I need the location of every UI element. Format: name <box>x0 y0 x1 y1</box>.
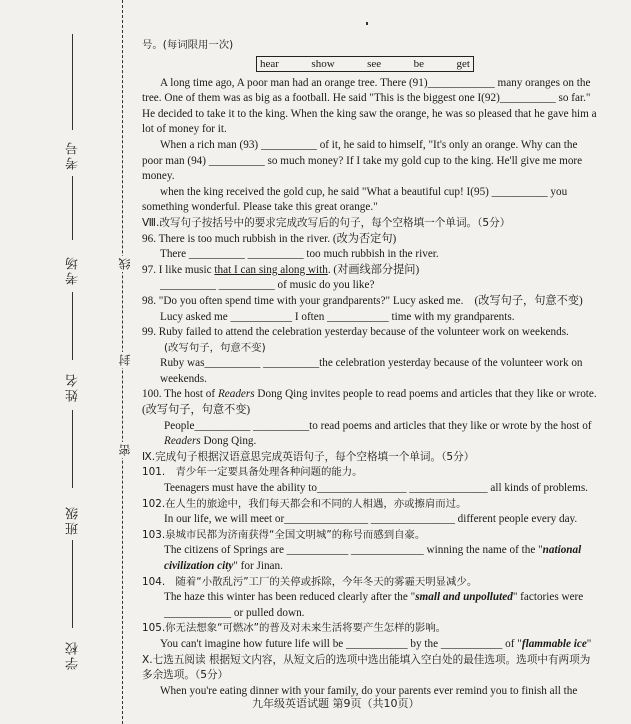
margin-label-school: 学校 <box>66 640 81 670</box>
section-10-start: When you're eating dinner with your family, do your parents ever remind you to finish all the <box>160 684 578 697</box>
word-box-item: get <box>456 57 470 70</box>
word-box-item: see <box>367 57 382 70</box>
answer-100: People__________ __________to read poems and articles that they like or wrote by the host of Readers Dong Qing. <box>164 419 592 448</box>
margin-label-exam-no: 考号 <box>66 140 81 170</box>
passage-paragraph: when the king received the gold cup, he said "What a beautiful cup! I(95) __________ you something wonderful. Please take this great orange." <box>142 185 568 214</box>
question-104: 104. 随着“小散乱污”工厂的关停或拆除，今年冬天的雾霾天明显减少。 <box>142 575 478 588</box>
passage-paragraph: A long time ago, A poor man had an orange tree. There (91)____________ many oranges on the tree. One of them was as big as a football. He said "This is the biggest one I(92)__________ so far." He decided to take it to the king. When the king saw the orange, he was so pleased that he gave him a lot of money for it. <box>142 76 597 136</box>
word-box-item: show <box>311 57 335 70</box>
answer-104: The haze this winter has been reduced clearly after the "small and unpolluted" factories were ____________ or pulled down. <box>164 591 584 619</box>
question-97: 97. I like music that I can sing along with. (对画线部分提问) <box>142 263 420 276</box>
question-103: 103.泉城市民都为济南获得“全国文明城”的称号而感到自豪。 <box>142 528 426 541</box>
intro-tail: 号。(每词限用一次) <box>142 39 234 51</box>
question-100: 100. The host of Readers Dong Qing invites people to read poems and articles that they like or wrote.(改写句子，句意不变) <box>142 388 597 417</box>
answer-99: Ruby was__________ __________the celebration yesterday because of the volunteer work on weekends. <box>160 357 583 385</box>
page-footer: 九年级英语试题 第9页（共10页） <box>252 697 420 710</box>
margin-blank-extra <box>72 176 73 240</box>
answer-96: There __________ __________ too much rubbish in the river. <box>160 248 439 261</box>
passage-paragraph: When a rich man (93) __________ of it, he said to himself, "It's only an orange. Why can the poor man (94) __________ so much money? If I take my gold cup to the king. He'll give me more money. <box>142 138 583 183</box>
word-box-item: hear <box>260 57 279 70</box>
question-98: 98. "Do you often spend time with your grandparents?" Lucy asked me. (改写句子，句意不变) <box>142 294 583 307</box>
section-10-heading: Ⅹ.七选五阅读 根据短文内容，从短文后的选项中选出能填入空白处的最佳选项。选项中有两项为多余选项。（5分） <box>142 653 591 682</box>
margin-blank-room <box>72 292 73 360</box>
seal-char-xian: 线 <box>118 258 132 270</box>
page-content <box>142 38 597 699</box>
answer-105: You can't imagine how future life will be ___________ by the ___________ of "flammable ice" <box>160 637 592 650</box>
answer-97: __________ __________ of music do you like? <box>160 279 375 292</box>
word-box <box>256 56 474 72</box>
question-105: 105.你无法想象“可燃冰”的普及对未来生活将要产生怎样的影响。 <box>142 622 447 635</box>
word-box-item: be <box>413 57 425 70</box>
margin-blank-exam-no <box>72 34 73 130</box>
answer-98: Lucy asked me ___________ I often ___________ time with my grandparents. <box>160 310 515 323</box>
question-99: 99. Ruby failed to attend the celebration yesterday because of the volunteer work on weekends. <box>142 326 569 339</box>
answer-102: In our life, we will meet or_______________ _______________ different people every day. <box>164 513 578 526</box>
answer-101: Teenagers must have the ability to________________ ______________ all kinds of problems. <box>164 482 588 495</box>
ink-dot <box>366 22 368 25</box>
question-99-requirement: (改写句子，句意不变) <box>164 341 266 354</box>
margin-label-name: 姓名 <box>66 372 81 402</box>
seal-char-feng: 封 <box>118 354 132 366</box>
margin-label-class: 班级 <box>66 505 81 535</box>
margin-blank-name <box>72 410 73 488</box>
question-96: 96. There is too much rubbish in the river. (改为否定句) <box>142 232 397 245</box>
section-8-heading: Ⅷ.改写句子按括号中的要求完成改写后的句子，每个空格填一个单词。（5分） <box>142 216 511 229</box>
answer-103: The citizens of Springs are ___________ _____________ winning the name of the "national civilization city" for Jinan. <box>164 544 582 572</box>
section-9-heading: Ⅸ.完成句子根据汉语意思完成英语句子，每个空格填一个单词。（5分） <box>142 450 475 463</box>
question-102: 102.在人生的旅途中，我们每天都会和不同的人相遇，亦或擦肩而过。 <box>142 497 467 510</box>
question-101: 101. 青少年一定要具备处理各种问题的能力。 <box>142 466 363 479</box>
margin-label-room: 考场 <box>66 255 81 285</box>
underlined-phrase: that I can sing along with <box>214 263 328 276</box>
margin-blank-class <box>72 540 73 628</box>
seal-char-mi: 密 <box>118 444 132 456</box>
